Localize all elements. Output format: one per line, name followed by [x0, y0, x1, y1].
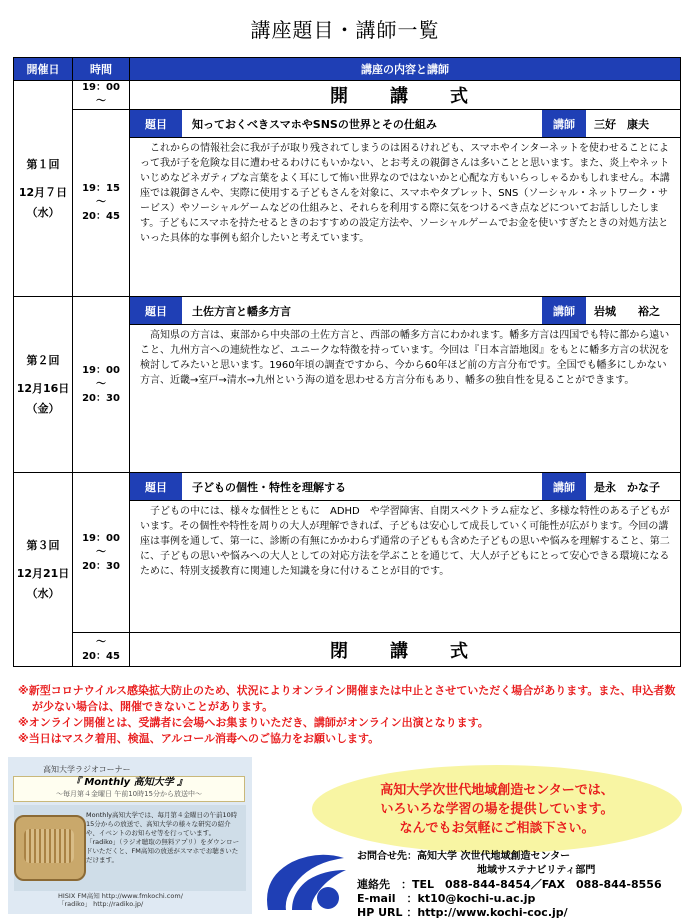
- topic-label: 題目: [130, 473, 182, 500]
- lecturer-name: 三好 康夫: [594, 117, 649, 131]
- radio-speaker-icon: [14, 815, 86, 881]
- lecturer-label: 講師: [542, 297, 586, 324]
- session-2-date-cell: [14, 297, 73, 473]
- radio-corner-title: 高知大学ラジオコーナー: [43, 765, 131, 774]
- university-logo-icon: [258, 848, 350, 916]
- contact-email[interactable]: E-mail ：kt10@kochi-u.ac.jp: [357, 892, 536, 905]
- note-mask: ※当日はマスク着用、検温、アルコール消毒へのご協力をお願いします。: [18, 732, 380, 745]
- header-content: 講座の内容と講師: [130, 58, 681, 81]
- radio-body: [14, 805, 246, 891]
- note-online: ※オンライン開催とは、受講者に会場へお集まりいただき、講師がオンライン出演となります。: [18, 716, 489, 729]
- opening-time: 19：00 ～: [73, 81, 130, 110]
- closing-row: [14, 633, 681, 667]
- session-number: 第２回: [26, 353, 60, 367]
- radio-footer: [58, 892, 183, 908]
- bubble-line-3: なんでもお気軽にご相談下さい。: [399, 821, 595, 836]
- info-bubble: [312, 765, 682, 853]
- radio-corner-panel: [8, 757, 252, 914]
- session-day: （金）: [26, 401, 60, 415]
- contact-tel: 連絡先 ：TEL 088-844-8454／FAX 088-844-8556: [357, 878, 662, 891]
- session-date: 12月21日: [16, 566, 70, 580]
- topic-bar: [130, 110, 680, 138]
- lecturer-name: 是永 かな子: [594, 480, 660, 494]
- closing-ceremony: 閉 講 式: [130, 633, 681, 667]
- topic-bar: [130, 473, 680, 501]
- session-1-date-cell: [14, 81, 73, 297]
- lecturer-label: 講師: [542, 110, 586, 137]
- topic-title: 土佐方言と幡多方言: [192, 304, 291, 318]
- radio-fm-link[interactable]: HISIX FM高知 http://www.fmkochi.com/: [58, 892, 183, 900]
- session-description: 高知県の方言は、東部から中央部の土佐方言と、西部の幡多方言にわかれます。幡多方言は四国でも特に都から遠いこと、九州方言への連続性など、ユニークな特徴を持っています。今回は『日本言語地図』をもとに幡多方言の状況を検討してみたいと思います。1960年頃の調査ですから、今から60年ほど前の方言分布です。全国でも幡多にしかない方言、近畿→室戸→清水→九州という海の道を思わせる方言分布もあり、幡多の独自性を見ることができます。: [140, 330, 670, 386]
- session-3-date-cell: [14, 473, 73, 667]
- session-2-row: [14, 297, 681, 473]
- radio-description: Monthly高知大学では、毎月第４金曜日の午前10時15分からの放送で、高知大学の様々な研究の紹介や、イベントのお知らせ等を行っています。「radiko」（ラジオ聴取の無料アプリ）をダウンロードいただくと、FM高知の放送がスマホでお聴きいただけます。: [86, 811, 240, 864]
- session-1-time: 19：15 ～ 20：45: [73, 110, 130, 297]
- lecturer-name: 岩城 裕之: [594, 304, 660, 318]
- session-2-content: [130, 297, 681, 473]
- contact-info: [357, 850, 662, 920]
- session-3-time: 19：00 ～ 20：30: [73, 473, 130, 633]
- session-number: 第３回: [26, 538, 60, 552]
- session-2-time: 19：00 ～ 20：30: [73, 297, 130, 473]
- notes: [18, 683, 678, 747]
- header-date: 開催日: [14, 58, 73, 81]
- topic-bar: [130, 297, 680, 325]
- closing-time: ～ 20：45: [73, 633, 130, 667]
- topic-title: 知っておくべきスマホやSNSの世界とその仕組み: [192, 117, 437, 131]
- radio-program-title: 『 Monthly 高知大学 』: [70, 777, 188, 788]
- topic-label: 題目: [130, 297, 182, 324]
- session-description: 子どもの中には、様々な個性とともに ADHD や学習障害、自閉スペクトラム症など、多様な特性のある子どもがいます。その個性や特性を周りの大人が理解できれば、子どもは安心して成長していく可能性が広がります。今回の講座は事例を通して、第一に、診断の有無にかかわらず通常の子どもも含めた子どもの思いや悩みを理解すること、第二に、子どもの思いや悩みへの大人としての対応方法を学ぶことを通じて、大人が子どもにとって安心できる環境になるために、特別支援教育に関連した知識を身に付けることが目的です。: [140, 506, 670, 577]
- bubble-line-1: 高知大学次世代地域創造センターでは、: [380, 783, 614, 798]
- session-date: 12月７日: [18, 185, 68, 199]
- session-day: （水）: [26, 586, 60, 600]
- opening-ceremony: 開 講 式: [130, 81, 681, 110]
- bubble-line-2: いろいろな学習の場を提供しています。: [380, 802, 614, 817]
- session-date: 12月16日: [16, 381, 70, 395]
- contact-url[interactable]: HP URL ：http://www.kochi-coc.jp/: [357, 906, 568, 919]
- session-number: 第１回: [26, 157, 60, 171]
- topic-title: 子どもの個性・特性を理解する: [192, 480, 346, 494]
- session-day: （水）: [26, 205, 60, 219]
- session-1-row: [14, 110, 681, 297]
- radio-program-banner: [13, 776, 245, 802]
- radio-radiko-link[interactable]: 「radiko」 http://radiko.jp/: [58, 900, 144, 908]
- note-covid: ※新型コロナウイルス感染拡大防止のため、状況によりオンライン開催または中止とさせていただく場合があります。また、申込者数が少ない場合は、開催できないことがあります。: [18, 684, 676, 713]
- contact-dept: 地域サステナビリティ部門: [477, 865, 596, 876]
- schedule-table: [13, 57, 681, 667]
- lecturer-label: 講師: [542, 473, 586, 500]
- opening-row: [14, 81, 681, 110]
- topic-label: 題目: [130, 110, 182, 137]
- contact-inquiry: お問合せ先：高知大学 次世代地域創造センター: [357, 851, 571, 862]
- session-3-row: [14, 473, 681, 633]
- header-row: [14, 58, 681, 81]
- session-3-content: [130, 473, 681, 633]
- header-time: 時間: [73, 58, 130, 81]
- session-description: これからの情報社会に我が子が取り残されてしまうのは困るけれども、スマホやインターネットを使わせることによって我が子を危険な目に遭わせるわけにもいかない、とお考えの親御さんは多いことと思います。また、炎上やネットいじめなどネガティブな言葉をよく耳にして怖い世界なのではないかと心配な方もいらっしゃるかもしれません。本講座では親御さんや、実際に使用する子どもさんを対象に、スマホやタブレット、SNS（ソーシャル・ネットワーク・サービス）やソーシャルゲームなどの仕組みと、それらを利用する際に気をつけるべき点などについてお話ししたします。子どもにスマホを持たせるときのおすすめの設定方法や、ソーシャルゲームでお金を使いすぎたときの対処方法といった具体的な事例も紹介したいと考えています。: [140, 143, 670, 244]
- page-title: 講座題目・講師一覧: [250, 18, 440, 42]
- radio-schedule: ～毎月第４金曜日 午前10時15分から放送中～: [55, 790, 203, 798]
- session-1-content: [130, 110, 681, 297]
